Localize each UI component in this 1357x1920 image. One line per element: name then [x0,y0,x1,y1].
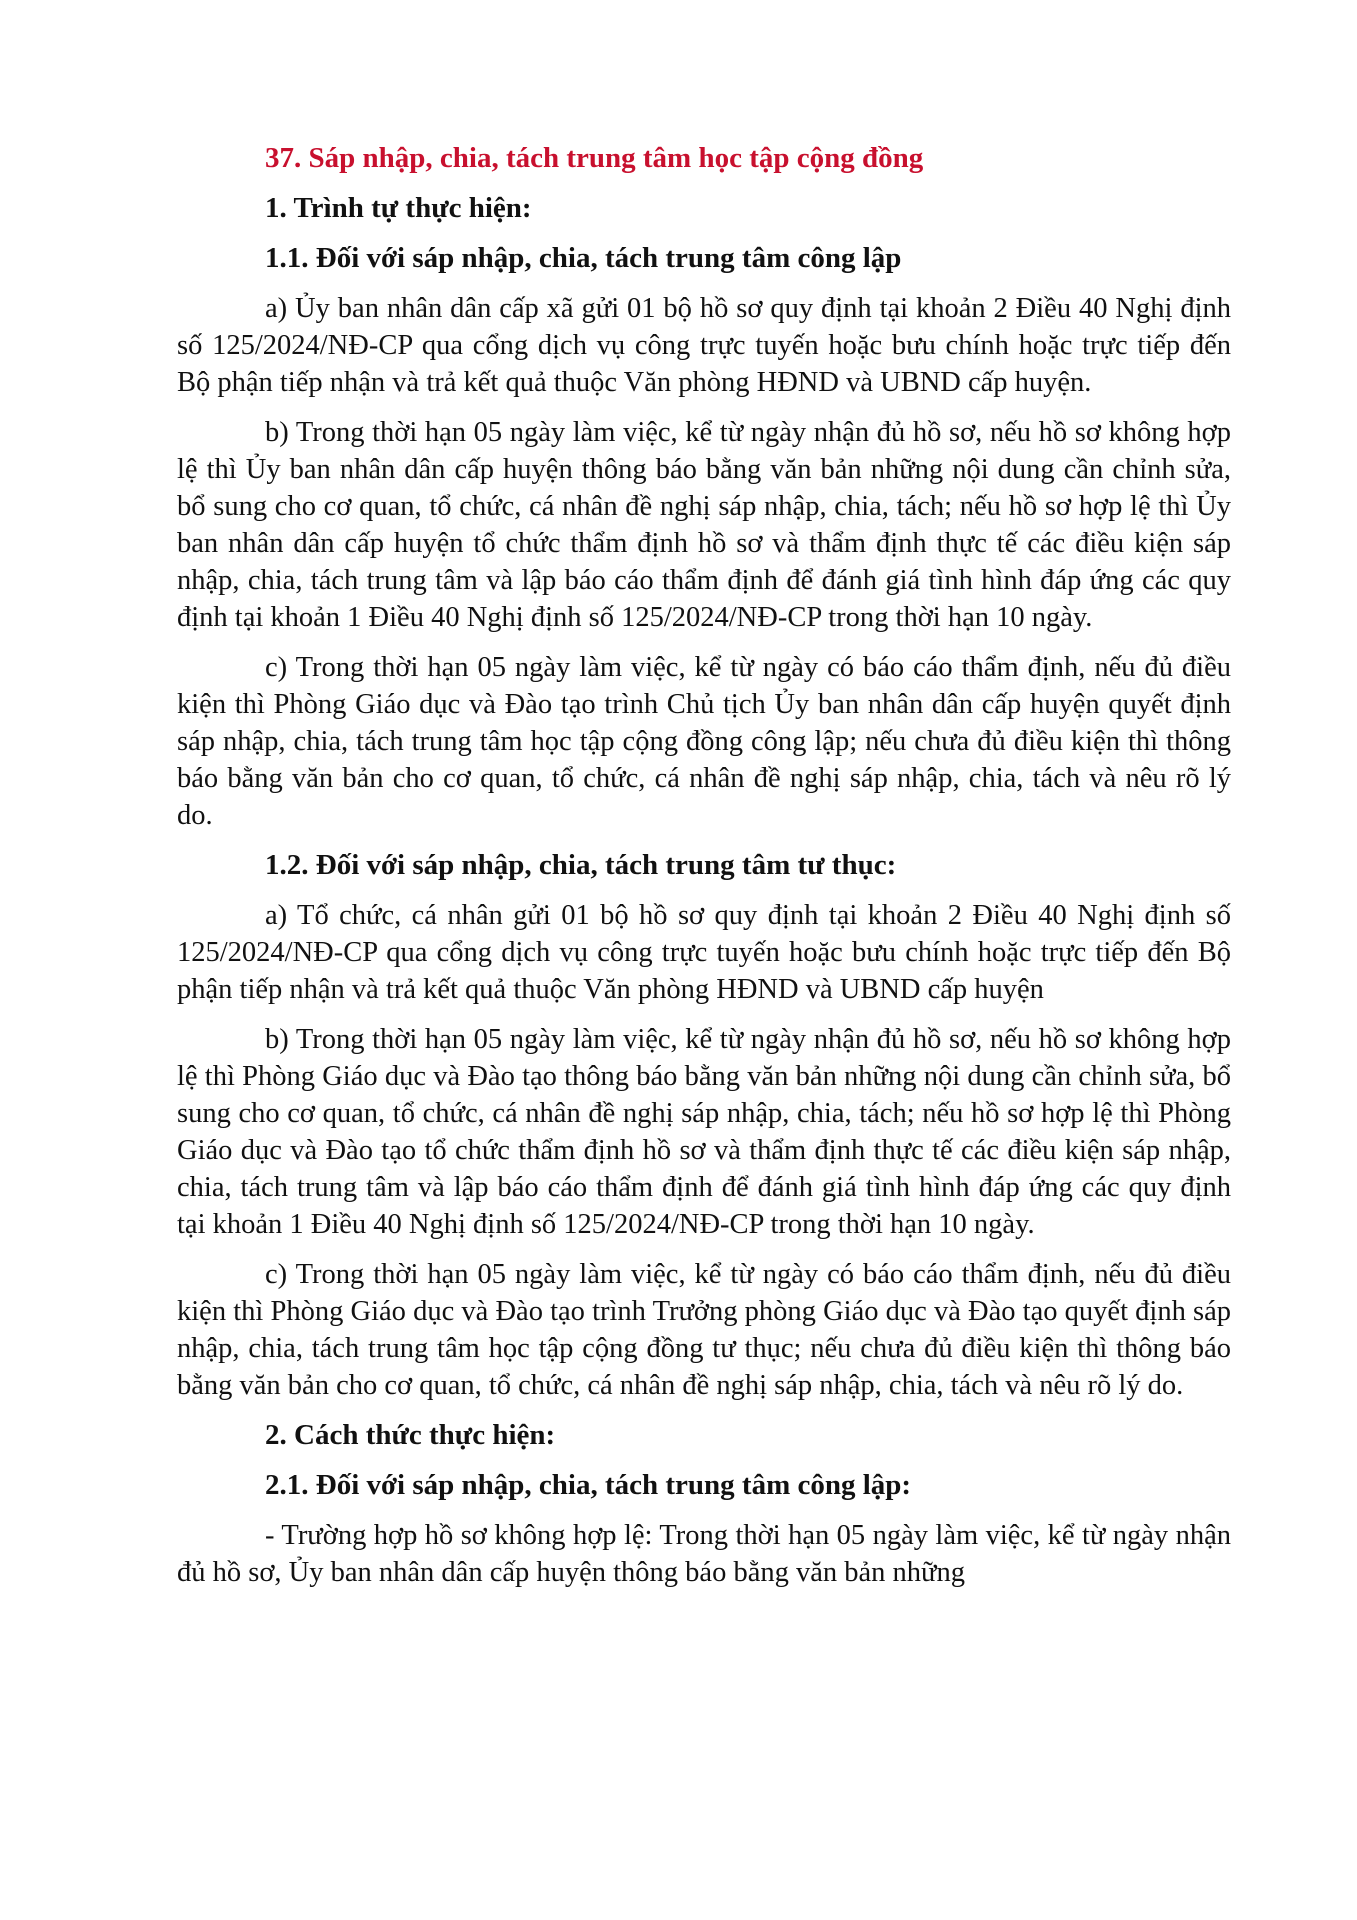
procedure-title: 37. Sáp nhập, chia, tách trung tâm học tập cộng đồng [265,142,924,174]
section-1-1-item-c: c) Trong thời hạn 05 ngày làm việc, kể từ ngày có báo cáo thẩm định, nếu đủ điều kiện thì Phòng Giáo dục và Đào tạo trình Chủ tịch Ủy ban nhân dân cấp huyện quyết định sáp nhập, chia, tách trung tâm học tập cộng đồng công lập; nếu chưa đủ điều kiện thì thông báo bằng văn bản cho cơ quan, tổ chức, cá nhân đề nghị sáp nhập, chia, tách và nêu rõ lý do. [177,652,1231,831]
section-1-1-item-b: b) Trong thời hạn 05 ngày làm việc, kể từ ngày nhận đủ hồ sơ, nếu hồ sơ không hợp lệ thì Ủy ban nhân dân cấp huyện thông báo bằng văn bản những nội dung cần chỉnh sửa, bổ sung cho cơ quan, tổ chức, cá nhân đề nghị sáp nhập, chia, tách; nếu hồ sơ hợp lệ thì Ủy ban nhân dân cấp huyện tổ chức thẩm định hồ sơ và thẩm định thực tế các điều kiện sáp nhập, chia, tách trung tâm và lập báo cáo thẩm định để đánh giá tình hình đáp ứng các quy định tại khoản 1 Điều 40 Nghị định số 125/2024/NĐ-CP trong thời hạn 10 ngày. [177,417,1231,633]
section-1-1-heading: 1.1. Đối với sáp nhập, chia, tách trung tâm công lập [265,242,902,274]
section-1-2-item-a: a) Tổ chức, cá nhân gửi 01 bộ hồ sơ quy định tại khoản 2 Điều 40 Nghị định số 125/2024/NĐ-CP qua cổng dịch vụ công trực tuyến hoặc bưu chính hoặc trực tiếp đến Bộ phận tiếp nhận và trả kết quả thuộc Văn phòng HĐND và UBND cấp huyện [177,900,1231,1005]
section-1-2-item-b: b) Trong thời hạn 05 ngày làm việc, kể từ ngày nhận đủ hồ sơ, nếu hồ sơ không hợp lệ thì Phòng Giáo dục và Đào tạo thông báo bằng văn bản những nội dung cần chỉnh sửa, bổ sung cho cơ quan, tổ chức, cá nhân đề nghị sáp nhập, chia, tách; nếu hồ sơ hợp lệ thì Phòng Giáo dục và Đào tạo tổ chức thẩm định hồ sơ và thẩm định thực tế các điều kiện sáp nhập, chia, tách trung tâm và lập báo cáo thẩm định để đánh giá tình hình đáp ứng các quy định tại khoản 1 Điều 40 Nghị định số 125/2024/NĐ-CP trong thời hạn 10 ngày. [177,1024,1231,1240]
section-2-1-bullet: - Trường hợp hồ sơ không hợp lệ: Trong thời hạn 05 ngày làm việc, kể từ ngày nhận đủ hồ sơ, Ủy ban nhân dân cấp huyện thông báo bằng văn bản những [177,1520,1231,1588]
section-1-1-item-a: a) Ủy ban nhân dân cấp xã gửi 01 bộ hồ sơ quy định tại khoản 2 Điều 40 Nghị định số 125/2024/NĐ-CP qua cổng dịch vụ công trực tuyến hoặc bưu chính hoặc trực tiếp đến Bộ phận tiếp nhận và trả kết quả thuộc Văn phòng HĐND và UBND cấp huyện. [177,293,1231,398]
document-body [177,140,1231,1604]
section-1-2-item-c: c) Trong thời hạn 05 ngày làm việc, kể từ ngày có báo cáo thẩm định, nếu đủ điều kiện thì Phòng Giáo dục và Đào tạo trình Trưởng phòng Giáo dục và Đào tạo quyết định sáp nhập, chia, tách trung tâm học tập cộng đồng tư thục; nếu chưa đủ điều kiện thì thông báo bằng văn bản cho cơ quan, tổ chức, cá nhân đề nghị sáp nhập, chia, tách và nêu rõ lý do. [177,1259,1231,1401]
section-2-1-heading: 2.1. Đối với sáp nhập, chia, tách trung tâm công lập: [265,1469,912,1501]
section-1-heading: 1. Trình tự thực hiện: [265,192,532,224]
section-1-2-heading: 1.2. Đối với sáp nhập, chia, tách trung tâm tư thục: [265,849,897,881]
section-2-heading: 2. Cách thức thực hiện: [265,1419,556,1451]
